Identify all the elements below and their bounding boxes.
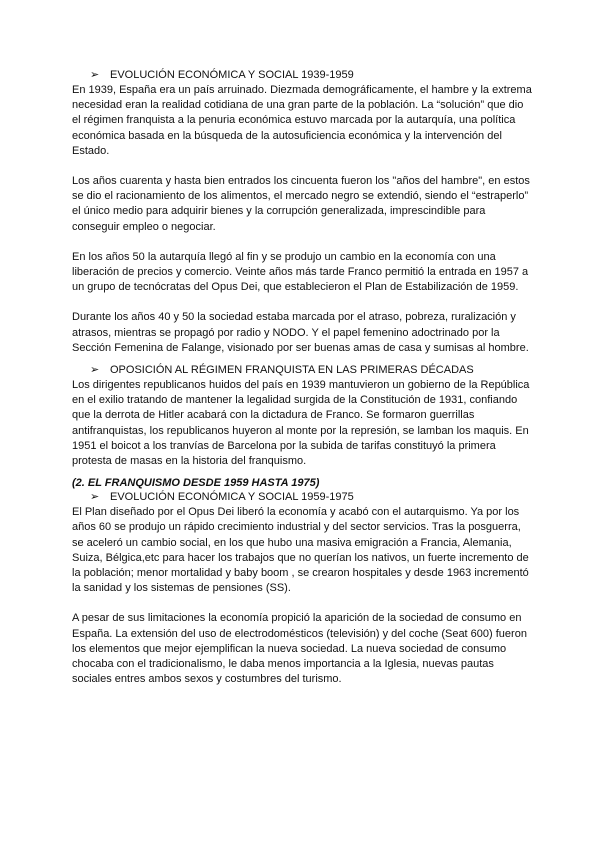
- paragraph-fin-autarquia: En los años 50 la autarquía llegó al fin y se produjo un cambio en la economía con una liberación de precios y comercio. Veinte años más tarde Franco permitió la entrada en 1957 a un grupo de tecnócratas del Opus Dei, que establecieron el Plan de Estabilización de 1959.: [72, 250, 529, 294]
- section-heading-economy-1939: [72, 68, 534, 83]
- arrow-bullet-icon: ➢: [90, 364, 100, 377]
- part-title: (2. EL FRANQUISMO DESDE 1959 HASTA 1975): [72, 477, 320, 490]
- arrow-bullet-icon: ➢: [90, 491, 100, 504]
- paragraph-plan-opus-dei: El Plan diseñado por el Opus Dei liberó la economía y acabó con el autarquismo. Ya por los años 60 se produjo un rápido crecimiento industrial y del sector servicios. Tras la posguerra, se aceleró un cambio social, en los que hubo una masiva emigración a Francia, Alemania, Suiza, Bélgica,etc para hacer los trabajos que no querían los nativos, un fuerte incremento de la población; menor mortalidad y baby boom , se crearon hospitales y desde 1963 incrementó la sanidad y los sistemas de pensiones (SS).: [72, 506, 529, 595]
- paragraph-oposicion: Los dirigentes republicanos huidos del país en 1939 mantuvieron un gobierno de la República en el exilio tratando de mantener la legalidad surgida de la Constitución de 1931, confiando que la derrota de Hitler acabará con la dictadura de Franco. Se formaron guerrillas antifranquistas, los republicanos huyeron al monte por la represión, se lamban los maquis. En 1951 el boicot a los tranvías de Barcelona por la subida de tarifas constituyó la primera protesta de masas en la historia del franquismo.: [72, 379, 530, 468]
- arrow-bullet-icon: ➢: [90, 69, 100, 81]
- paragraph-anos-hambre: Los años cuarenta y hasta bien entrados los cincuenta fueron los "años del hambre", en estos se dio el racionamiento de los alimentos, el mercado negro se extendió, siendo el “estraperlo” el único medio para adquirir bienes y la corrupción generalizada, imprescindible para conseguir empleo o negociar.: [72, 175, 530, 233]
- paragraph-sociedad-40-50: Durante los años 40 y 50 la sociedad estaba marcada por el atraso, pobreza, ruralización y atrasos, mientras se propagó por radio y NODO. Y el papel femenino adoctrinado por la Sección Femenina de Falange, visionado por ser buenas amas de casa y sumisas al hombre.: [72, 311, 529, 354]
- paragraph-autarquia: En 1939, España era un país arruinado. Diezmada demográficamente, el hambre y la extrema necesidad eran la realidad cotidiana de una gran parte de la población. La “solución” que dio el régimen franquista a la penuria económica estuvo marcada por la autarquía, una política económica basada en la búsqueda de la autosuficiencia económica y la intervención del Estado.: [72, 84, 532, 157]
- section-heading-text: EVOLUCIÓN ECONÓMICA Y SOCIAL 1959-1975: [110, 491, 354, 504]
- section-heading-opposition: [72, 363, 534, 378]
- section-heading-text: OPOSICIÓN AL RÉGIMEN FRANQUISTA EN LAS PRIMERAS DÉCADAS: [110, 364, 474, 377]
- section-heading-economy-1959: [72, 490, 534, 505]
- paragraph-sociedad-consumo: A pesar de sus limitaciones la economía propició la aparición de la sociedad de consumo en España. La extensión del uso de electrodomésticos (televisión) y del coche (Seat 600) fueron los elementos que mejor ejemplifican la nueva sociedad. La nueva sociedad de consumo chocaba con el tradicionalismo, le daba menos importancia a la Iglesia, nuevas pautas sociales entres ambos sexos y costumbres del turismo.: [72, 612, 527, 686]
- document-body: [72, 68, 534, 688]
- section-heading-text: EVOLUCIÓN ECONÓMICA Y SOCIAL 1939-1959: [110, 69, 354, 81]
